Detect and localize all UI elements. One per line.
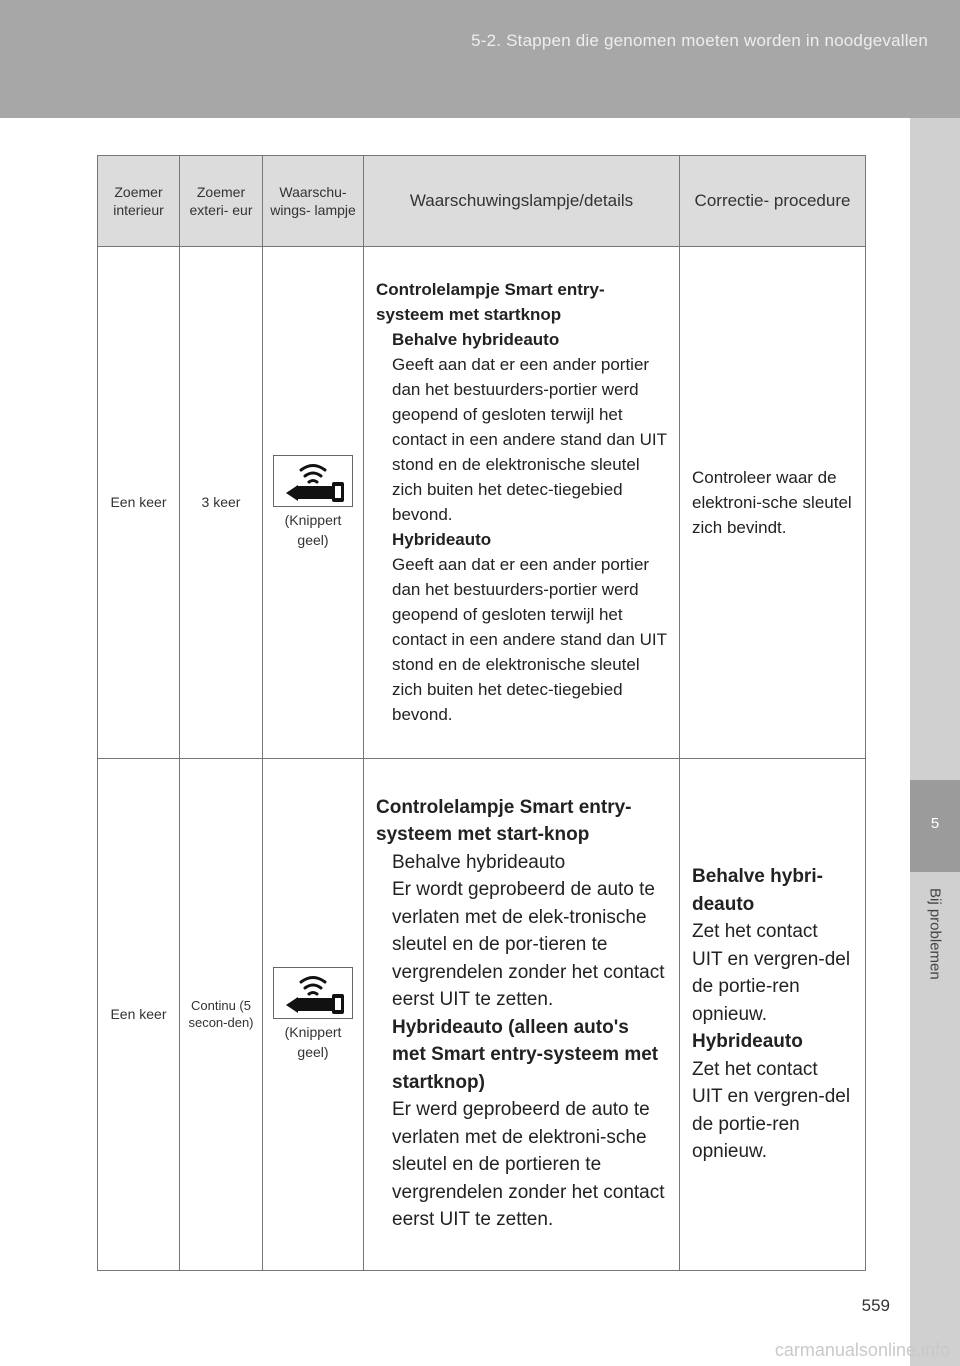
- details-subheading: Behalve hybrideauto: [392, 329, 560, 349]
- cell-correction: [680, 759, 866, 1271]
- details-text: Geeft aan dat er een ander portier dan het bestuurders-portier werd geopend of gesloten terwijl het contact in een andere stand dan UIT stond en de elektronische sleutel zich buiten het detec-tiegebied bevond.: [392, 554, 667, 724]
- cell-inner-buzzer: Een keer: [98, 247, 180, 759]
- table-row: [98, 247, 866, 759]
- details-text: Er werd geprobeerd de auto te verlaten met de elektroni-sche sleutel en de portieren te vergrendelen zonder het contact eerst UIT te zetten.: [392, 1099, 665, 1230]
- chapter-label: [910, 872, 960, 1132]
- details-subheading: Behalve hybrideauto: [392, 851, 566, 873]
- page-number: 559: [861, 1296, 890, 1315]
- smart-key-indicator-icon: [273, 455, 353, 507]
- header-warning-lamp: Waarschu- wings- lampje: [263, 156, 364, 247]
- lamp-caption: (Knippert geel): [284, 511, 342, 548]
- cell-details: [364, 247, 680, 759]
- header-correction: Correctie- procedure: [680, 156, 866, 247]
- correction-text: Zet het contact UIT en vergren-del de portie-ren opnieuw.: [692, 921, 851, 1025]
- correction-subheading: Behalve hybri-deauto: [692, 866, 823, 915]
- details-subheading: Hybrideauto (alleen auto's met Smart entry-systeem met startknop): [392, 1016, 659, 1093]
- header-inner-buzzer: Zoemer interieur: [98, 156, 180, 247]
- cell-outer-buzzer: 3 keer: [180, 247, 263, 759]
- cell-details: [364, 759, 680, 1271]
- correction-text: Zet het contact UIT en vergren-del de portie-ren opnieuw.: [692, 1058, 851, 1163]
- cell-inner-buzzer: Een keer: [98, 759, 180, 1271]
- cell-outer-buzzer: Continu (5 secon-den): [180, 759, 263, 1271]
- warning-table: [97, 155, 866, 1271]
- table-row: [98, 759, 866, 1271]
- watermark: carmanualsonline.info: [774, 1340, 950, 1360]
- page-header-title: 5-2. Stappen die genomen moeten worden in noodgevallen: [471, 31, 928, 50]
- lamp-caption: (Knippert geel): [284, 1023, 342, 1060]
- cell-lamp: [263, 247, 364, 759]
- header-outer-buzzer: Zoemer exteri- eur: [180, 156, 263, 247]
- correction-subheading: Hybrideauto: [692, 1031, 803, 1053]
- header-band: [0, 0, 960, 118]
- smart-key-indicator-icon: [273, 967, 353, 1019]
- details-text: Geeft aan dat er een ander portier dan het bestuurders-portier werd geopend of gesloten terwijl het contact in een andere stand dan UIT stond en de elektronische sleutel zich buiten het detec-tiegebied bevond.: [392, 354, 667, 524]
- details-title: Controlelampje Smart entry-systeem met startknop: [376, 279, 605, 324]
- header-details: Waarschuwingslampje/details: [364, 156, 680, 247]
- chapter-label-text: Bij problemen: [926, 888, 944, 980]
- side-strip: [910, 118, 960, 1366]
- cell-correction: [680, 247, 866, 759]
- chapter-number: 5: [930, 815, 940, 832]
- details-subheading: Hybrideauto: [392, 529, 492, 549]
- details-title: Controlelampje Smart entry-systeem met start-knop: [376, 796, 632, 845]
- cell-lamp: [263, 759, 364, 1271]
- table-header-row: [98, 156, 866, 247]
- correction-text: Controleer waar de elektroni-sche sleutel zich bevindt.: [692, 468, 852, 537]
- details-text: Er wordt geprobeerd de auto te verlaten met de elek-tronische sleutel en de por-tieren te vergrendelen zonder het contact eerst UIT te zetten.: [392, 879, 665, 1010]
